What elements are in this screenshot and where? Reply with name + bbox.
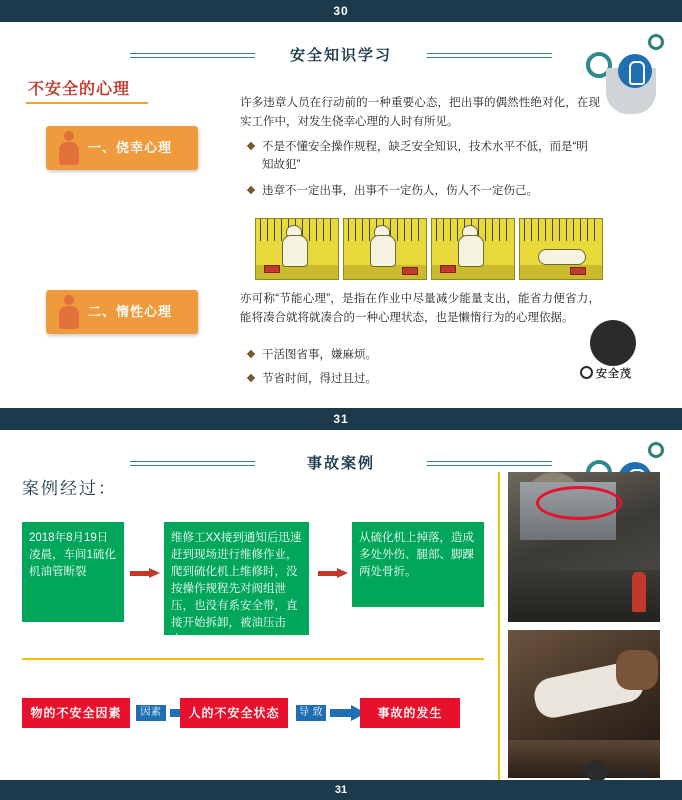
bullet-2-1: 干活图省事，嫌麻烦。 (248, 346, 598, 364)
red-arrow-icon (318, 568, 348, 578)
comic-panel (431, 218, 515, 280)
section-heading-underline (26, 102, 148, 104)
comic-panel (255, 218, 339, 280)
psychology-item-1[interactable] (46, 126, 198, 170)
slide1-title: 安全知识学习 (289, 47, 392, 64)
gear-icon (648, 34, 664, 50)
person-icon (56, 294, 82, 330)
chain-box-3: 事故的发生 (360, 698, 460, 728)
worker-badge-icon (618, 54, 652, 88)
diamond-bullet-icon (247, 350, 255, 358)
comic-panel (343, 218, 427, 280)
red-ellipse-highlight (536, 486, 622, 520)
slide2-page-number-top: 31 (333, 412, 349, 426)
watermark-label: 安全茂 (596, 368, 632, 380)
flow-box-1: 2018年8月19日凌晨，车间1硫化机油管断裂 (22, 522, 124, 622)
section-heading: 不安全的心理 (28, 81, 131, 98)
diamond-bullet-icon (247, 142, 255, 150)
slide-safety-knowledge (0, 0, 682, 392)
slide2-page-number-bottom: 31 (334, 784, 348, 796)
slide-accident-case (0, 408, 682, 800)
slide2-title: 事故案例 (306, 455, 375, 472)
chain-tag-2: 导 致 (296, 705, 326, 721)
title-rule-right (427, 461, 552, 466)
divider-vertical (498, 472, 500, 792)
slide1-title-wrap (0, 44, 682, 65)
watermark-label: 安全茂 (612, 767, 648, 779)
chain-box-2: 人的不安全状态 (180, 698, 288, 728)
bullet-1-2: 违章不一定出事，出事不一定伤人，伤人不一定伤己。 (248, 182, 598, 200)
psychology-item-2[interactable] (46, 290, 198, 334)
paragraph-2: 亦可称“节能心理”，是指在作业中尽量减少能量支出，能省力便省力，能将凑合就将就凑合的一种心理状态，也是懒惰行为的心理依据。 (240, 293, 600, 324)
person-icon (56, 130, 82, 166)
divider-horizontal (22, 658, 484, 660)
watermark-ring-icon (580, 366, 593, 379)
bullet-2-2: 节省时间，得过且过。 (248, 370, 598, 388)
psychology-item-1-label: 一、侥幸心理 (88, 140, 173, 155)
watermark-ring-icon (580, 764, 590, 774)
chain-tag-1: 因素 (136, 705, 166, 721)
bullet-1-1: 不是不懂安全操作规程，缺乏安全知识，技术水平不低，而是“明知故犯” (248, 138, 598, 174)
accident-scene-photo (508, 472, 660, 622)
diamond-bullet-icon (247, 186, 255, 194)
slide2-title-wrap (0, 452, 682, 473)
comic-panel (519, 218, 603, 280)
chain-box-1: 物的不安全因素 (22, 698, 130, 728)
flow-box-3: 从硫化机上掉落，造成多处外伤、腿部、脚踝两处骨折。 (352, 522, 484, 607)
paragraph-1: 许多违章人员在行动前的一种重要心态，把出事的偶然性绝对化，在现实工作中，对发生侥幸心理的人时有所见。 (240, 97, 600, 128)
title-rule-left (130, 461, 255, 466)
red-arrow-icon (130, 568, 160, 578)
slide1-content (0, 22, 682, 392)
title-rule-left (130, 53, 255, 58)
gear-icon (648, 442, 664, 458)
slide1-page-number: 30 (333, 4, 349, 18)
watermark-circle-icon (590, 320, 636, 366)
comic-strip (255, 218, 603, 280)
title-rule-right (427, 53, 552, 58)
watermark-logo (576, 318, 666, 380)
flow-box-2: 维修工XX接到通知后迅速赶到现场进行维修作业，爬到硫化机上维修时，没按操作规程先对阀组泄压，也没有系安全带，直接开始拆卸，被油压击中。 (164, 522, 309, 635)
case-heading: 案例经过： (22, 479, 117, 498)
psychology-item-2-label: 二、惰性心理 (88, 304, 173, 319)
slide2-content (0, 430, 682, 800)
diamond-bullet-icon (247, 374, 255, 382)
